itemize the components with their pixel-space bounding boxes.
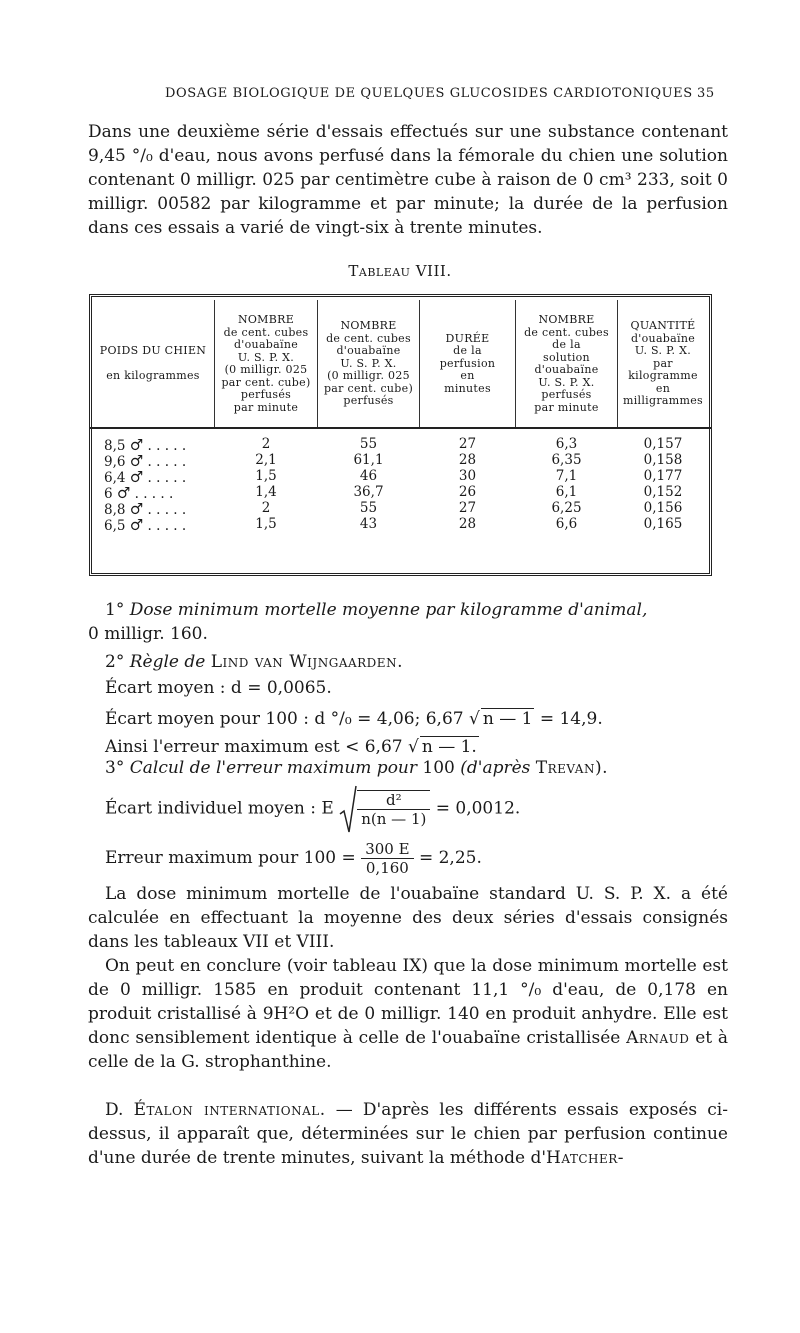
weight-cell: 8,5 ♂ . . . . . <box>104 436 187 454</box>
table-cell: 7,1 <box>555 468 578 484</box>
table-cell: 6,6 <box>555 516 578 532</box>
table-cell: 6,25 <box>551 500 582 516</box>
table-cell: 1,4 <box>255 484 277 500</box>
table-cell: 6,3 <box>555 436 578 452</box>
table-cell: 6,35 <box>551 452 582 468</box>
table-cell: 30 <box>458 468 477 484</box>
table-row <box>89 468 712 484</box>
table-row <box>89 500 712 516</box>
erreur-max-formula: Ainsi l'erreur maximum est < 6,67 √ n — 1. <box>105 737 477 757</box>
table-cell: 27 <box>458 436 477 452</box>
table-cell: 0,177 <box>643 468 683 484</box>
weight-cell: 6 ♂ . . . . . <box>104 484 174 502</box>
table-row <box>89 436 712 452</box>
table-cell: 43 <box>359 516 378 532</box>
fraction-denominator: 0,160 <box>365 859 409 877</box>
header-weight: POIDS DU CHIEN en kilogrammes <box>99 344 207 383</box>
erreur-100-formula: Erreur maximum pour 100 = $\frac{300 E}{0,160}$ = 2,25. <box>105 840 482 877</box>
section-d: D. Étalon international. — D'après les différents essais exposés ci-dessus, il apparaît que, déterminées sur le chien par perfusion continue d'une durée de trente minutes, suivant la méthode d'Hatcher- <box>88 1100 728 1168</box>
table-cell: 0,157 <box>643 436 683 452</box>
table-cell: 1,5 <box>255 468 277 484</box>
table-row <box>89 452 712 468</box>
weight-cell: 9,6 ♂ . . . . . <box>104 452 187 470</box>
table-row <box>89 484 712 500</box>
table-cell: 46 <box>359 468 378 484</box>
table-caption: Tableau VIII. <box>348 262 452 280</box>
ecart-individuel-formula: Écart individuel moyen : E $\frac{\text{d²}}{n(n — 1)}$ = 0,0012. <box>105 790 520 828</box>
running-head <box>0 86 800 108</box>
table-cell: 61,1 <box>353 452 384 468</box>
weight-cell: 6,5 ♂ . . . . . <box>104 516 187 534</box>
table-cell: 28 <box>458 516 477 532</box>
intro-paragraph: Dans une deuxième série d'essais effectués sur une substance contenant 9,45 °/₀ d'eau, nous avons perfusé dans la fémorale du chien une solution contenant 0 milligr. 025 par centimètre cube à raison de 0 cm³ 233, soit 0 milligr. 00582 par kilogramme et par minute; la durée de la perfusion dans ces essais a varié de vingt-six à trente minutes. <box>88 122 728 238</box>
page-number: 35 <box>697 86 715 101</box>
result-item-1: 1° Dose minimum mortelle moyenne par kilogramme d'animal, <box>105 600 648 620</box>
result-item-3: 3° Calcul de l'erreur maximum pour 100 (d'après Trevan). <box>105 758 608 778</box>
data-table <box>89 294 712 576</box>
weight-cell: 8,8 ♂ . . . . . <box>104 500 187 518</box>
table-row <box>89 516 712 532</box>
header-quantity-per-kg: QUANTITÉ d'ouabaïne U. S. P. X. par kilogramme en milligrammes <box>623 319 703 408</box>
ecart-moyen: Écart moyen : d = 0,0065. <box>105 678 332 698</box>
table-cell: 36,7 <box>353 484 384 500</box>
fraction-numerator: 300 E <box>361 840 413 859</box>
weight-cell: 6,4 ♂ . . . . . <box>104 468 187 486</box>
table-cell: 0,156 <box>643 500 683 516</box>
running-title: DOSAGE BIOLOGIQUE DE QUELQUES GLUCOSIDES CARDIOTONIQUES <box>165 86 693 101</box>
sqrt-symbol <box>339 790 430 828</box>
table-cell: 28 <box>458 452 477 468</box>
table-cell: 2 <box>261 436 271 452</box>
table-cell: 27 <box>458 500 477 516</box>
table-cell: 26 <box>458 484 477 500</box>
table-cell: 0,165 <box>643 516 683 532</box>
table-cell: 1,5 <box>255 516 277 532</box>
table-cell: 0,152 <box>643 484 683 500</box>
fraction-denominator: n(n — 1) <box>361 810 427 828</box>
header-duration: DURÉE de la perfusion en minutes <box>439 331 496 395</box>
table-cell: 55 <box>359 500 378 516</box>
header-separator <box>89 427 712 429</box>
result-item-1-value: 0 milligr. 160. <box>88 624 208 644</box>
result-item-2: 2° Règle de Lind van Wijngaarden. <box>105 652 403 672</box>
paragraph-2: La dose minimum mortelle de l'ouabaïne standard U. S. P. X. a été calculée en effectuant la moyenne des deux séries d'essais consignés dans les tableaux VII et VIII. <box>88 884 728 952</box>
header-solution-per-minute: NOMBRE de cent. cubes de la solution d'ouabaïne U. S. P. X. perfusés par minute <box>524 313 609 414</box>
paragraph-3: On peut en conclure (voir tableau IX) que la dose minimum mortelle est de 0 milligr. 1585 en produit contenant 11,1 °/₀ d'eau, de 0,178 en produit cristallisé à 9H²O et de 0 milligr. 140 en produit anhydre. Elle est donc sensiblement identique à celle de l'ouabaïne cristallisée Arnaud et à celle de la G. strophanthine. <box>88 956 729 1072</box>
header-cc-per-minute: NOMBRE de cent. cubes d'ouabaïne U. S. P. X. (0 milligr. 025 par cent. cube) perfusés par minute <box>221 313 311 414</box>
fraction-numerator: d² <box>357 791 430 810</box>
table-cell: 6,1 <box>555 484 578 500</box>
table-cell: 55 <box>359 436 378 452</box>
table-cell: 2 <box>261 500 271 516</box>
table-cell: 2,1 <box>255 452 277 468</box>
ecart-100-formula: Écart moyen pour 100 : d °/₀ = 4,06; 6,67 √ n — 1 = 14,9. <box>105 709 603 729</box>
header-cc-total: NOMBRE de cent. cubes d'ouabaïne U. S. P. X. (0 milligr. 025 par cent. cube) perfusés <box>323 319 414 408</box>
table-cell: 0,158 <box>643 452 683 468</box>
